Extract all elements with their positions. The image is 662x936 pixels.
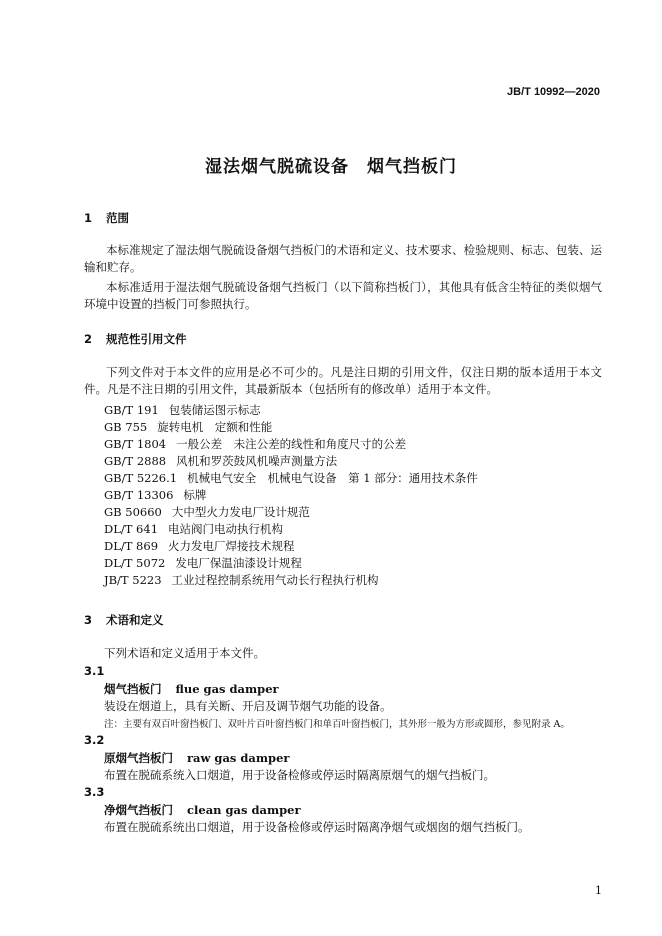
section-title: 规范性引用文件 [106,332,187,346]
reference-title: 电站阀门电动执行机构 [168,522,284,536]
section-3-heading [84,612,164,628]
term-number: 3.1 [84,664,105,678]
term-definition: 装设在烟道上，具有关断、开启及调节烟气功能的设备。 [104,699,392,713]
term-name [104,681,279,697]
reference-title: 火力发电厂焊接技术规程 [168,539,295,553]
reference-title: 大中型火力发电厂设计规范 [171,505,310,519]
reference-code: GB/T 1804 [104,437,167,451]
page-number: 1 [595,884,602,897]
reference-title: 标牌 [183,488,207,502]
reference-code: GB/T 13306 [104,488,174,502]
reference-title: 发电厂保温油漆设计规程 [175,556,302,570]
term-note: 注：主要有双百叶窗挡板门、双叶片百叶窗挡板门和单百叶窗挡板门，其外形一般为方形或圆形，参见附录 A。 [104,719,570,730]
term-definition: 布置在脱硫系统入口烟道，用于设备检修或停运时隔离原烟气的烟气挡板门。 [104,768,495,782]
reference-code: DL/T 5072 [104,556,166,570]
section-title: 术语和定义 [106,613,164,627]
reference-item [104,470,478,486]
term-name [104,750,289,766]
term-number: 3.2 [84,733,105,747]
reference-title: 机械电气安全 机械电气设备 第 1 部分：通用技术条件 [187,471,478,485]
reference-code: GB/T 191 [104,403,159,417]
term-number: 3.3 [84,785,105,799]
term-name-zh: 原烟气挡板门 [104,751,173,765]
section-1-heading [84,210,129,226]
standard-code: JB/T 10992—2020 [507,86,600,98]
reference-title: 风机和罗茨鼓风机噪声测量方法 [176,454,338,468]
reference-code: GB/T 2888 [104,454,167,468]
reference-item [104,504,310,520]
term-name-zh: 净烟气挡板门 [104,803,173,817]
reference-item [104,572,379,588]
scope-paragraph-1: 本标准规定了湿法烟气脱硫设备烟气挡板门的术语和定义、技术要求、检验规则、标志、包装、运输和贮存。 [84,243,602,274]
reference-title: 旋转电机 定额和性能 [157,420,273,434]
reference-item [104,436,406,452]
references-intro: 下列文件对于本文件的应用是必不可少的。凡是注日期的引用文件，仅注日期的版本适用于本文件。凡是不注日期的引用文件，其最新版本（包括所有的修改单）适用于本文件。 [84,365,602,396]
reference-code: DL/T 641 [104,522,159,536]
reference-code: GB/T 5226.1 [104,471,178,485]
term-definition: 布置在脱硫系统出口烟道，用于设备检修或停运时隔离净烟气或烟囱的烟气挡板门。 [104,820,530,834]
section-number: 3 [84,613,93,627]
scope-paragraph-2: 本标准适用于湿法烟气脱硫设备烟气挡板门（以下简称挡板门），其他具有低含尘特征的类似烟气环境中设置的挡板门可参照执行。 [84,280,602,311]
terms-intro: 下列术语和定义适用于本文件。 [104,646,265,660]
term-name-en: flue gas damper [175,682,279,696]
reference-title: 包装储运图示标志 [168,403,261,417]
reference-code: GB 755 [104,420,148,434]
reference-title: 一般公差 未注公差的线性和角度尺寸的公差 [176,437,407,451]
section-number: 2 [84,332,93,346]
term-name [104,802,301,818]
section-2-heading [84,331,187,347]
document-title: 湿法烟气脱硫设备 烟气挡板门 [205,157,457,177]
reference-item [104,521,283,537]
reference-item [104,555,302,571]
term-name-en: clean gas damper [187,803,301,817]
reference-item [104,453,337,469]
term-name-en: raw gas damper [187,751,290,765]
section-number: 1 [84,211,93,225]
section-title: 范围 [106,211,129,225]
reference-code: GB 50660 [104,505,162,519]
reference-item [104,419,272,435]
reference-item [104,402,261,418]
reference-code: JB/T 5223 [104,573,162,587]
reference-code: DL/T 869 [104,539,159,553]
reference-item [104,538,295,554]
reference-title: 工业过程控制系统用气动长行程执行机构 [171,573,379,587]
reference-item [104,487,206,503]
term-name-zh: 烟气挡板门 [104,682,162,696]
